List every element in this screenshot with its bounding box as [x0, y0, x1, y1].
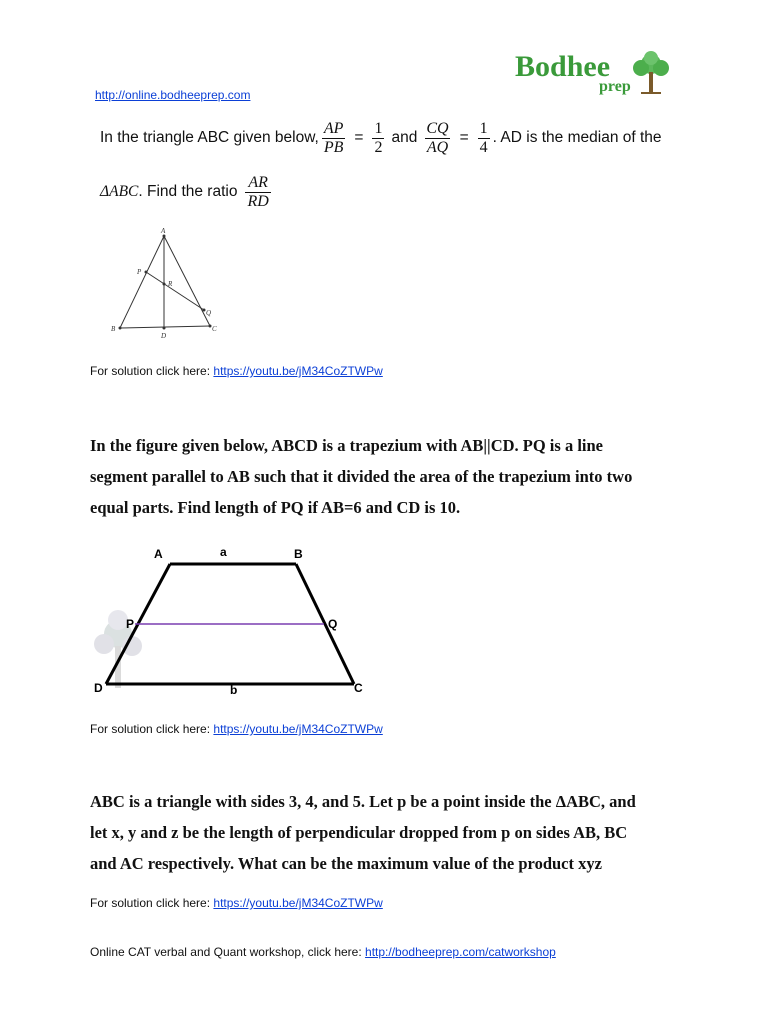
tree-icon — [631, 50, 671, 96]
tree-watermark-icon — [94, 610, 142, 688]
side-b: b — [230, 683, 238, 697]
triangle-figure — [108, 226, 228, 344]
fraction-one-quarter: $\frac{1}{4}$ — [479, 119, 488, 156]
solution-line-3: For solution click here: https://youtu.be/jM34CoZTWPw — [90, 896, 383, 910]
vertex-b: B — [294, 547, 303, 561]
solution-line-2: For solution click here: https://youtu.be/jM34CoZTWPw — [90, 722, 383, 736]
bodheeprep-logo — [515, 50, 675, 100]
side-a: a — [220, 545, 227, 559]
triangle-abc-symbol: ΔABC — [100, 183, 139, 200]
problem1-tail: . AD is the median of the — [492, 129, 662, 146]
label-p: P — [137, 268, 142, 276]
problem1-ratio-text: . Find the ratio — [138, 183, 238, 200]
logo-sub: prep — [599, 78, 631, 95]
solution-link-2[interactable]: https://youtu.be/jM34CoZTWPw — [213, 722, 383, 736]
problem2-text: In the figure given below, ABCD is a trapezium with AB||CD. PQ is a line segment parallel to AB such that it divided the area of the trapezium into two equal parts. Find length of PQ if AB=6 and CD is 10. — [90, 436, 633, 517]
site-link[interactable]: http://online.bodheeprep.com — [95, 88, 251, 102]
solution-link-1[interactable]: https://youtu.be/jM34CoZTWPw — [213, 364, 383, 378]
label-d: D — [161, 332, 167, 340]
logo-word: Bodhee — [515, 50, 611, 83]
fraction-ap-pb: $\frac{AP}{PB}$ — [323, 119, 344, 156]
vertex-d: D — [94, 681, 103, 695]
label-q: Q — [206, 309, 212, 317]
problem1-intro: In the triangle ABC given below, — [100, 129, 319, 146]
fraction-ar-rd: $\frac{AR}{RD}$ — [247, 173, 269, 210]
footer-line — [90, 945, 556, 959]
trapezium-figure — [90, 538, 380, 703]
vertex-a: A — [154, 547, 163, 561]
fraction-cq-aq: $\frac{CQ}{AQ}$ — [426, 119, 449, 156]
label-b: B — [111, 325, 116, 333]
problem1-line1: In the triangle ABC given below, $\frac{AP}{PB}$ = $\frac{1}{2}$ and $\frac{CQ}{AQ}$ = $\frac{1}{4}$ . AD is the median of the — [100, 119, 662, 156]
point-q: Q — [328, 617, 338, 631]
label-r: R — [168, 280, 173, 288]
fraction-one-half: $\frac{1}{2}$ — [374, 119, 383, 156]
vertex-c: C — [354, 681, 363, 695]
solution-link-3[interactable]: https://youtu.be/jM34CoZTWPw — [213, 896, 383, 910]
solution-line-1: For solution click here: https://youtu.be/jM34CoZTWPw — [90, 364, 383, 378]
problem3-text: ABC is a triangle with sides 3, 4, and 5. Let p be a point inside the ΔABC, and let x, y and z be the length of perpendicular dropped from p on sides AB, BC and AC respectively. What can be the maximum value of the product xyz — [90, 792, 636, 873]
point-p: P — [126, 617, 135, 631]
label-c: C — [212, 325, 217, 333]
problem1-line2 — [100, 168, 274, 216]
footer-text: Online CAT verbal and Quant workshop, click here: — [90, 945, 362, 959]
workshop-link[interactable]: http://bodheeprep.com/catworkshop — [365, 945, 556, 959]
label-a: A — [161, 227, 166, 235]
